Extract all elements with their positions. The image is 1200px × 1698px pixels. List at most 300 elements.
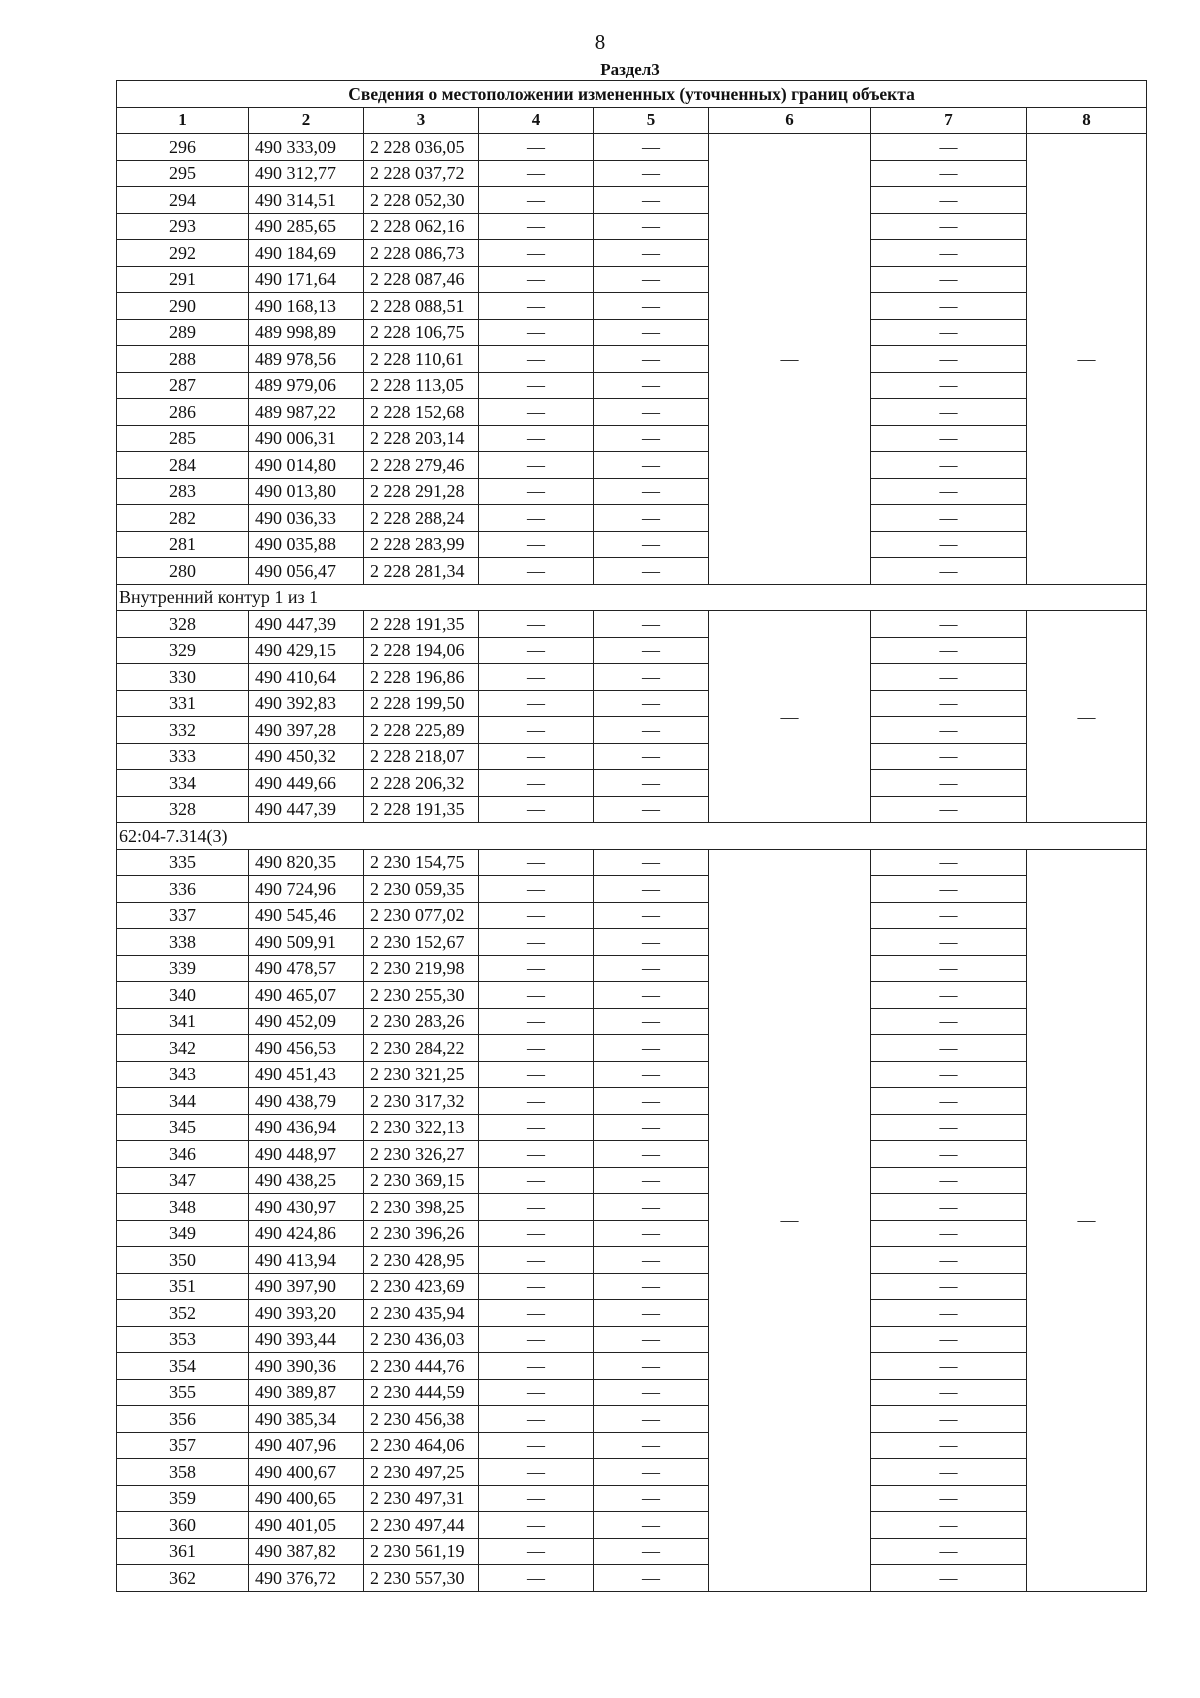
dash-cell: —: [479, 399, 594, 426]
dash-cell: —: [594, 478, 709, 505]
table-row: [117, 558, 1147, 585]
point-number: 294: [117, 187, 249, 214]
dash-cell: —: [479, 1353, 594, 1380]
table-row: [117, 1194, 1147, 1221]
coordinate-x: 490 013,80: [249, 478, 364, 505]
table-row: [117, 319, 1147, 346]
dash-cell: —: [871, 1459, 1027, 1486]
dash-cell: —: [479, 1035, 594, 1062]
point-number: 351: [117, 1273, 249, 1300]
coordinate-y: 2 230 152,67: [364, 929, 479, 956]
coordinate-x: 489 987,22: [249, 399, 364, 426]
coordinate-y: 2 230 497,44: [364, 1512, 479, 1539]
table-row: [117, 1114, 1147, 1141]
dash-cell: —: [871, 1406, 1027, 1433]
table-row: [117, 1273, 1147, 1300]
dash-cell: —: [594, 134, 709, 161]
coordinate-y: 2 228 194,06: [364, 637, 479, 664]
dash-cell: —: [594, 1167, 709, 1194]
dash-cell: —: [594, 240, 709, 267]
table-caption: Сведения о местоположении измененных (уточненных) границ объекта: [117, 81, 1147, 108]
coordinate-y: 2 230 557,30: [364, 1565, 479, 1592]
column-header: 1: [117, 107, 249, 134]
point-number: 296: [117, 134, 249, 161]
dash-cell: —: [871, 1300, 1027, 1327]
point-number: 280: [117, 558, 249, 585]
coordinate-y: 2 228 279,46: [364, 452, 479, 479]
point-number: 334: [117, 770, 249, 797]
point-number: 331: [117, 690, 249, 717]
point-number: 291: [117, 266, 249, 293]
point-number: 283: [117, 478, 249, 505]
dash-cell: —: [479, 743, 594, 770]
dash-cell: —: [479, 664, 594, 691]
coordinate-y: 2 230 326,27: [364, 1141, 479, 1168]
dash-cell: —: [479, 1326, 594, 1353]
contour-label: Внутренний контур 1 из 1: [117, 584, 1147, 611]
point-number: 362: [117, 1565, 249, 1592]
coordinate-y: 2 228 086,73: [364, 240, 479, 267]
coordinate-x: 490 056,47: [249, 558, 364, 585]
dash-cell: —: [594, 1247, 709, 1274]
dash-cell: —: [479, 849, 594, 876]
point-number: 336: [117, 876, 249, 903]
point-number: 337: [117, 902, 249, 929]
dash-cell: —: [594, 213, 709, 240]
table-row: [117, 1379, 1147, 1406]
point-number: 344: [117, 1088, 249, 1115]
dash-cell: —: [871, 664, 1027, 691]
coordinate-x: 490 430,97: [249, 1194, 364, 1221]
coordinate-x: 489 998,89: [249, 319, 364, 346]
dash-cell: —: [594, 160, 709, 187]
dash-cell: —: [594, 664, 709, 691]
coordinate-y: 2 230 321,25: [364, 1061, 479, 1088]
point-number: 355: [117, 1379, 249, 1406]
coordinate-y: 2 230 154,75: [364, 849, 479, 876]
table-row: [117, 1088, 1147, 1115]
point-number: 349: [117, 1220, 249, 1247]
point-number: 335: [117, 849, 249, 876]
dash-cell: —: [594, 1088, 709, 1115]
coordinate-y: 2 230 077,02: [364, 902, 479, 929]
table-row: [117, 1326, 1147, 1353]
dash-cell: —: [871, 1432, 1027, 1459]
coordinate-y: 2 228 191,35: [364, 611, 479, 638]
dash-cell: —: [871, 134, 1027, 161]
coordinate-y: 2 230 497,25: [364, 1459, 479, 1486]
dash-cell: —: [594, 1008, 709, 1035]
contour-label: 62:04-7.314(3): [117, 823, 1147, 850]
dash-cell: —: [871, 1114, 1027, 1141]
merged-dash-cell: —: [709, 849, 871, 1591]
dash-cell: —: [594, 1061, 709, 1088]
dash-cell: —: [479, 929, 594, 956]
dash-cell: —: [871, 902, 1027, 929]
merged-dash-cell: —: [1027, 134, 1147, 585]
point-number: 332: [117, 717, 249, 744]
dash-cell: —: [479, 372, 594, 399]
coordinate-x: 490 451,43: [249, 1061, 364, 1088]
table-row: [117, 929, 1147, 956]
dash-cell: —: [871, 955, 1027, 982]
coordinate-x: 490 171,64: [249, 266, 364, 293]
dash-cell: —: [479, 1141, 594, 1168]
coordinate-x: 490 393,44: [249, 1326, 364, 1353]
dash-cell: —: [871, 1273, 1027, 1300]
point-number: 354: [117, 1353, 249, 1380]
coordinate-x: 490 465,07: [249, 982, 364, 1009]
contour-label-row: [117, 823, 1147, 850]
table-row: [117, 293, 1147, 320]
point-number: 287: [117, 372, 249, 399]
dash-cell: —: [594, 187, 709, 214]
coordinate-y: 2 230 317,32: [364, 1088, 479, 1115]
point-number: 284: [117, 452, 249, 479]
coordinate-y: 2 230 497,31: [364, 1485, 479, 1512]
coordinate-x: 490 438,79: [249, 1088, 364, 1115]
table-row: [117, 1459, 1147, 1486]
dash-cell: —: [594, 929, 709, 956]
table-caption-row: [117, 81, 1147, 108]
column-header: 5: [594, 107, 709, 134]
dash-cell: —: [871, 1008, 1027, 1035]
table-row: [117, 717, 1147, 744]
dash-cell: —: [594, 558, 709, 585]
coordinate-y: 2 228 037,72: [364, 160, 479, 187]
point-number: 290: [117, 293, 249, 320]
point-number: 357: [117, 1432, 249, 1459]
dash-cell: —: [594, 876, 709, 903]
coordinate-y: 2 228 052,30: [364, 187, 479, 214]
dash-cell: —: [871, 796, 1027, 823]
dash-cell: —: [479, 1565, 594, 1592]
coordinate-x: 490 436,94: [249, 1114, 364, 1141]
dash-cell: —: [479, 876, 594, 903]
coordinate-y: 2 230 428,95: [364, 1247, 479, 1274]
coordinate-y: 2 228 036,05: [364, 134, 479, 161]
coordinate-y: 2 228 225,89: [364, 717, 479, 744]
coordinate-x: 490 333,09: [249, 134, 364, 161]
table-row: [117, 1512, 1147, 1539]
point-number: 359: [117, 1485, 249, 1512]
coordinate-x: 489 978,56: [249, 346, 364, 373]
coordinate-x: 490 392,83: [249, 690, 364, 717]
coordinate-y: 2 230 444,76: [364, 1353, 479, 1380]
dash-cell: —: [479, 531, 594, 558]
coordinate-x: 490 447,39: [249, 796, 364, 823]
point-number: 339: [117, 955, 249, 982]
coordinate-y: 2 230 255,30: [364, 982, 479, 1009]
coordinate-x: 490 429,15: [249, 637, 364, 664]
dash-cell: —: [871, 1088, 1027, 1115]
dash-cell: —: [479, 1459, 594, 1486]
page-number: 8: [594, 30, 606, 54]
coordinate-x: 490 385,34: [249, 1406, 364, 1433]
dash-cell: —: [871, 982, 1027, 1009]
coordinate-y: 2 228 113,05: [364, 372, 479, 399]
dash-cell: —: [594, 1565, 709, 1592]
table-row: [117, 240, 1147, 267]
dash-cell: —: [871, 1194, 1027, 1221]
section-title: Раздел3: [600, 60, 660, 79]
dash-cell: —: [479, 452, 594, 479]
dash-cell: —: [479, 346, 594, 373]
point-number: 342: [117, 1035, 249, 1062]
dash-cell: —: [594, 717, 709, 744]
coordinate-x: 490 447,39: [249, 611, 364, 638]
table-row: [117, 346, 1147, 373]
dash-cell: —: [479, 690, 594, 717]
coordinate-x: 490 724,96: [249, 876, 364, 903]
column-header: 7: [871, 107, 1027, 134]
dash-cell: —: [871, 452, 1027, 479]
column-header: 4: [479, 107, 594, 134]
table-row: [117, 770, 1147, 797]
point-number: 293: [117, 213, 249, 240]
table-row: [117, 187, 1147, 214]
dash-cell: —: [479, 558, 594, 585]
coordinate-y: 2 228 152,68: [364, 399, 479, 426]
dash-cell: —: [871, 743, 1027, 770]
dash-cell: —: [479, 213, 594, 240]
coordinate-x: 490 450,32: [249, 743, 364, 770]
dash-cell: —: [479, 1485, 594, 1512]
merged-dash-cell: —: [1027, 611, 1147, 823]
dash-cell: —: [594, 346, 709, 373]
dash-cell: —: [479, 160, 594, 187]
coordinate-x: 490 285,65: [249, 213, 364, 240]
dash-cell: —: [479, 1432, 594, 1459]
dash-cell: —: [479, 1008, 594, 1035]
coordinate-x: 490 400,65: [249, 1485, 364, 1512]
dash-cell: —: [479, 425, 594, 452]
dash-cell: —: [871, 1141, 1027, 1168]
point-number: 285: [117, 425, 249, 452]
coordinate-x: 490 184,69: [249, 240, 364, 267]
dash-cell: —: [594, 982, 709, 1009]
dash-cell: —: [871, 425, 1027, 452]
coordinate-x: 490 545,46: [249, 902, 364, 929]
dash-cell: —: [594, 399, 709, 426]
table-row: [117, 1432, 1147, 1459]
dash-cell: —: [871, 1565, 1027, 1592]
point-number: 343: [117, 1061, 249, 1088]
point-number: 350: [117, 1247, 249, 1274]
table-row: [117, 1485, 1147, 1512]
coordinate-x: 490 168,13: [249, 293, 364, 320]
table-row: [117, 425, 1147, 452]
table-row: [117, 637, 1147, 664]
dash-cell: —: [871, 266, 1027, 293]
table-row: [117, 902, 1147, 929]
dash-cell: —: [479, 1379, 594, 1406]
table-row: [117, 664, 1147, 691]
coordinate-x: 490 456,53: [249, 1035, 364, 1062]
table-row: [117, 1300, 1147, 1327]
dash-cell: —: [871, 399, 1027, 426]
dash-cell: —: [479, 1406, 594, 1433]
coordinate-y: 2 230 398,25: [364, 1194, 479, 1221]
dash-cell: —: [479, 1114, 594, 1141]
coordinate-y: 2 230 436,03: [364, 1326, 479, 1353]
dash-cell: —: [871, 505, 1027, 532]
point-number: 348: [117, 1194, 249, 1221]
coordinate-y: 2 228 206,32: [364, 770, 479, 797]
coordinate-y: 2 228 062,16: [364, 213, 479, 240]
dash-cell: —: [479, 134, 594, 161]
point-number: 345: [117, 1114, 249, 1141]
dash-cell: —: [871, 1326, 1027, 1353]
point-number: 341: [117, 1008, 249, 1035]
dash-cell: —: [594, 1379, 709, 1406]
dash-cell: —: [479, 1538, 594, 1565]
table-row: [117, 1247, 1147, 1274]
coordinate-y: 2 228 110,61: [364, 346, 479, 373]
dash-cell: —: [594, 505, 709, 532]
dash-cell: —: [479, 293, 594, 320]
coordinate-y: 2 228 291,28: [364, 478, 479, 505]
coordinate-y: 2 230 464,06: [364, 1432, 479, 1459]
coordinate-x: 490 393,20: [249, 1300, 364, 1327]
merged-dash-cell: —: [709, 611, 871, 823]
dash-cell: —: [594, 452, 709, 479]
coordinate-y: 2 230 423,69: [364, 1273, 479, 1300]
dash-cell: —: [871, 1379, 1027, 1406]
point-number: 333: [117, 743, 249, 770]
point-number: 360: [117, 1512, 249, 1539]
point-number: 338: [117, 929, 249, 956]
dash-cell: —: [871, 346, 1027, 373]
table-row: [117, 266, 1147, 293]
dash-cell: —: [871, 611, 1027, 638]
table-row: [117, 611, 1147, 638]
dash-cell: —: [871, 372, 1027, 399]
coordinate-y: 2 230 561,19: [364, 1538, 479, 1565]
coordinate-x: 490 410,64: [249, 664, 364, 691]
point-number: 286: [117, 399, 249, 426]
table-row: [117, 1565, 1147, 1592]
table-row: [117, 478, 1147, 505]
dash-cell: —: [594, 1194, 709, 1221]
dash-cell: —: [479, 478, 594, 505]
table-row: [117, 849, 1147, 876]
coordinate-x: 490 438,25: [249, 1167, 364, 1194]
dash-cell: —: [479, 796, 594, 823]
coordinate-y: 2 230 435,94: [364, 1300, 479, 1327]
boundary-coordinates-table: [116, 80, 1147, 1592]
dash-cell: —: [479, 1512, 594, 1539]
dash-cell: —: [479, 319, 594, 346]
dash-cell: —: [594, 1459, 709, 1486]
dash-cell: —: [871, 1220, 1027, 1247]
point-number: 328: [117, 611, 249, 638]
coordinate-x: 490 387,82: [249, 1538, 364, 1565]
coordinate-x: 490 452,09: [249, 1008, 364, 1035]
dash-cell: —: [479, 955, 594, 982]
coordinate-x: 490 397,90: [249, 1273, 364, 1300]
coordinate-x: 490 449,66: [249, 770, 364, 797]
merged-dash-cell: —: [709, 134, 871, 585]
point-number: 328: [117, 796, 249, 823]
dash-cell: —: [594, 266, 709, 293]
point-number: 361: [117, 1538, 249, 1565]
table-row: [117, 743, 1147, 770]
table-body: [117, 134, 1147, 1592]
coordinate-x: 490 376,72: [249, 1565, 364, 1592]
table-row: [117, 982, 1147, 1009]
dash-cell: —: [594, 955, 709, 982]
point-number: 358: [117, 1459, 249, 1486]
coordinate-y: 2 230 369,15: [364, 1167, 479, 1194]
dash-cell: —: [479, 982, 594, 1009]
dash-cell: —: [594, 1512, 709, 1539]
table-row: [117, 1538, 1147, 1565]
coordinate-x: 490 413,94: [249, 1247, 364, 1274]
table-row: [117, 1220, 1147, 1247]
dash-cell: —: [594, 531, 709, 558]
dash-cell: —: [594, 1326, 709, 1353]
dash-cell: —: [479, 505, 594, 532]
dash-cell: —: [871, 319, 1027, 346]
dash-cell: —: [871, 1061, 1027, 1088]
coordinate-y: 2 230 444,59: [364, 1379, 479, 1406]
dash-cell: —: [871, 187, 1027, 214]
dash-cell: —: [479, 240, 594, 267]
table-row: [117, 1141, 1147, 1168]
column-header: 2: [249, 107, 364, 134]
dash-cell: —: [871, 1538, 1027, 1565]
point-number: 329: [117, 637, 249, 664]
coordinate-x: 490 314,51: [249, 187, 364, 214]
dash-cell: —: [594, 770, 709, 797]
table-row: [117, 399, 1147, 426]
dash-cell: —: [871, 558, 1027, 585]
table-row: [117, 213, 1147, 240]
dash-cell: —: [594, 1353, 709, 1380]
coordinate-x: 490 390,36: [249, 1353, 364, 1380]
dash-cell: —: [479, 1194, 594, 1221]
dash-cell: —: [594, 1114, 709, 1141]
coordinate-x: 490 036,33: [249, 505, 364, 532]
coordinate-y: 2 228 281,34: [364, 558, 479, 585]
dash-cell: —: [594, 611, 709, 638]
coordinate-y: 2 228 203,14: [364, 425, 479, 452]
point-number: 353: [117, 1326, 249, 1353]
coordinate-y: 2 230 283,26: [364, 1008, 479, 1035]
column-header: 8: [1027, 107, 1147, 134]
dash-cell: —: [594, 690, 709, 717]
dash-cell: —: [479, 1061, 594, 1088]
coordinate-x: 490 820,35: [249, 849, 364, 876]
dash-cell: —: [594, 1273, 709, 1300]
dash-cell: —: [479, 1247, 594, 1274]
coordinate-y: 2 228 088,51: [364, 293, 479, 320]
contour-label-row: [117, 584, 1147, 611]
dash-cell: —: [871, 1035, 1027, 1062]
point-number: 292: [117, 240, 249, 267]
coordinate-y: 2 230 396,26: [364, 1220, 479, 1247]
table-row: [117, 452, 1147, 479]
coordinate-x: 490 478,57: [249, 955, 364, 982]
coordinate-x: 490 014,80: [249, 452, 364, 479]
point-number: 346: [117, 1141, 249, 1168]
dash-cell: —: [479, 717, 594, 744]
coordinate-y: 2 228 288,24: [364, 505, 479, 532]
dash-cell: —: [871, 1247, 1027, 1274]
dash-cell: —: [479, 187, 594, 214]
coordinate-x: 490 448,97: [249, 1141, 364, 1168]
